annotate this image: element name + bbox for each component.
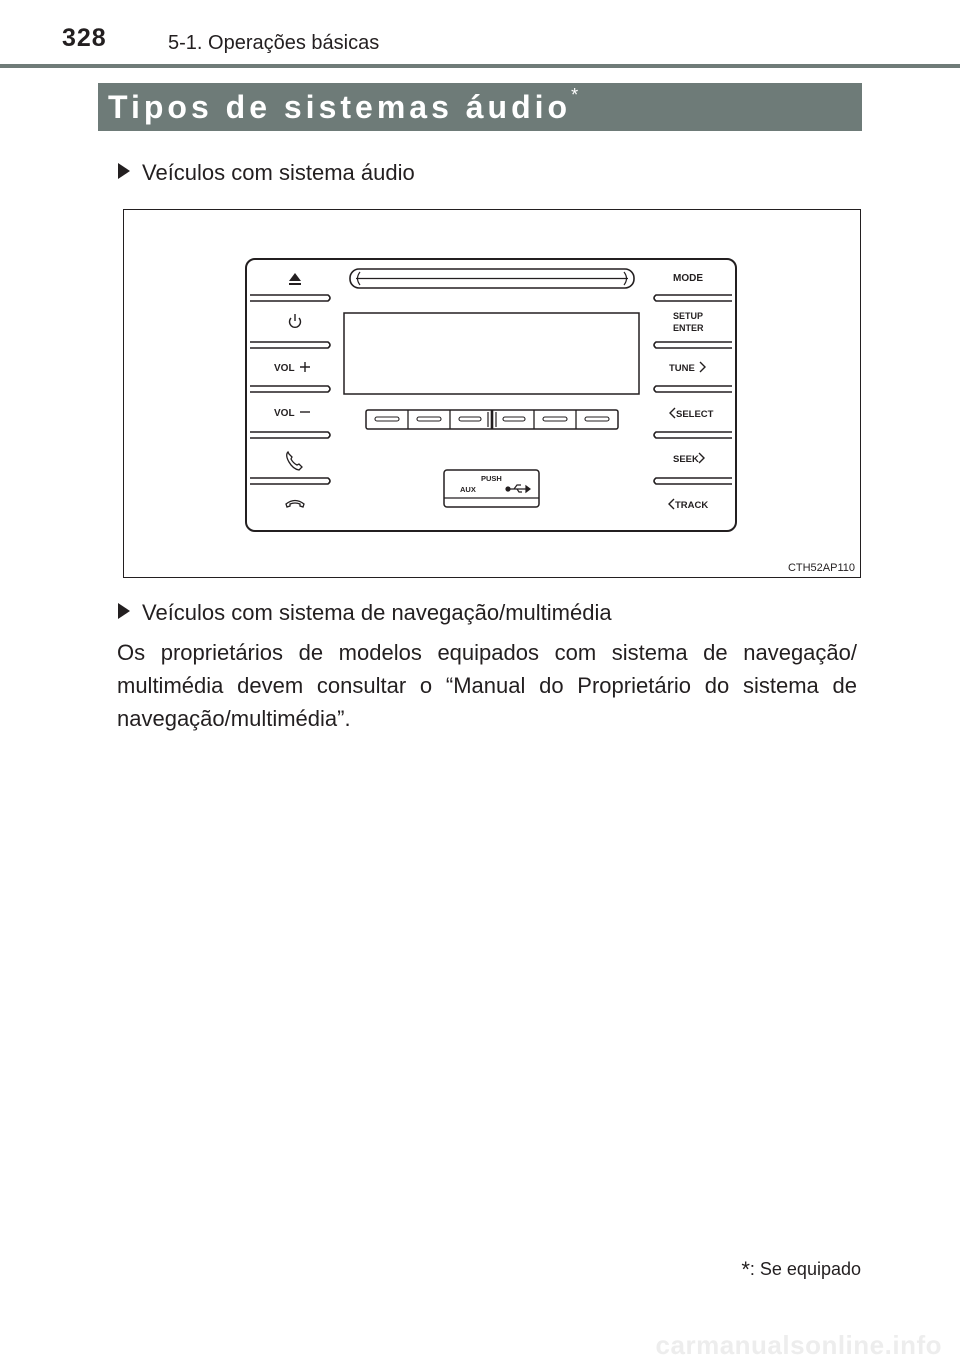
track-button[interactable] (669, 499, 708, 511)
title-asterisk: * (571, 85, 579, 105)
footnote (741, 1257, 861, 1283)
watermark: carmanualsonline.info (655, 1330, 942, 1360)
vol-up-label: VOL (274, 363, 295, 374)
setup-label: SETUP (673, 311, 704, 321)
figure-code: CTH52AP110 (787, 562, 855, 574)
select-button[interactable] (670, 408, 714, 420)
audio-unit-figure (123, 209, 861, 578)
bullet-text: Veículos com sistema áudio (142, 160, 415, 185)
audio-panel-outline (246, 259, 736, 531)
footnote-text: : Se equipado (749, 1259, 861, 1279)
mode-button[interactable]: MODE (673, 273, 703, 284)
bullet-text: Veículos com sistema de navegação/multimédia (142, 600, 612, 625)
track-label: TRACK (675, 500, 709, 511)
bullet-audio-system (118, 160, 415, 186)
aux-label: AUX (460, 485, 476, 494)
footnote-star: * (741, 1257, 750, 1282)
audio-unit-illustration (124, 210, 860, 577)
tune-label: TUNE (669, 363, 695, 374)
enter-label: ENTER (673, 323, 704, 333)
vol-down-label: VOL (274, 408, 295, 419)
bullet-triangle-icon (118, 163, 130, 179)
section-reference: 5-1. Operações básicas (168, 32, 380, 54)
bullet-navigation-system (118, 600, 612, 626)
section-title-text: Tipos de sistemas áudio (108, 89, 572, 125)
header-rule (0, 64, 960, 68)
push-label: PUSH (481, 474, 502, 483)
bullet-triangle-icon (118, 603, 130, 619)
page-number: 328 (62, 24, 107, 52)
section-title-bar (98, 83, 862, 131)
select-label: SELECT (676, 409, 714, 420)
seek-label: SEEK (673, 454, 699, 465)
body-paragraph: Os proprietários de modelos equipados com sistema de navegação/ multimédia devem consultar o “Manual do Proprietário do sistema de navegação/multimédia”. (117, 640, 857, 731)
section-title (108, 85, 579, 126)
